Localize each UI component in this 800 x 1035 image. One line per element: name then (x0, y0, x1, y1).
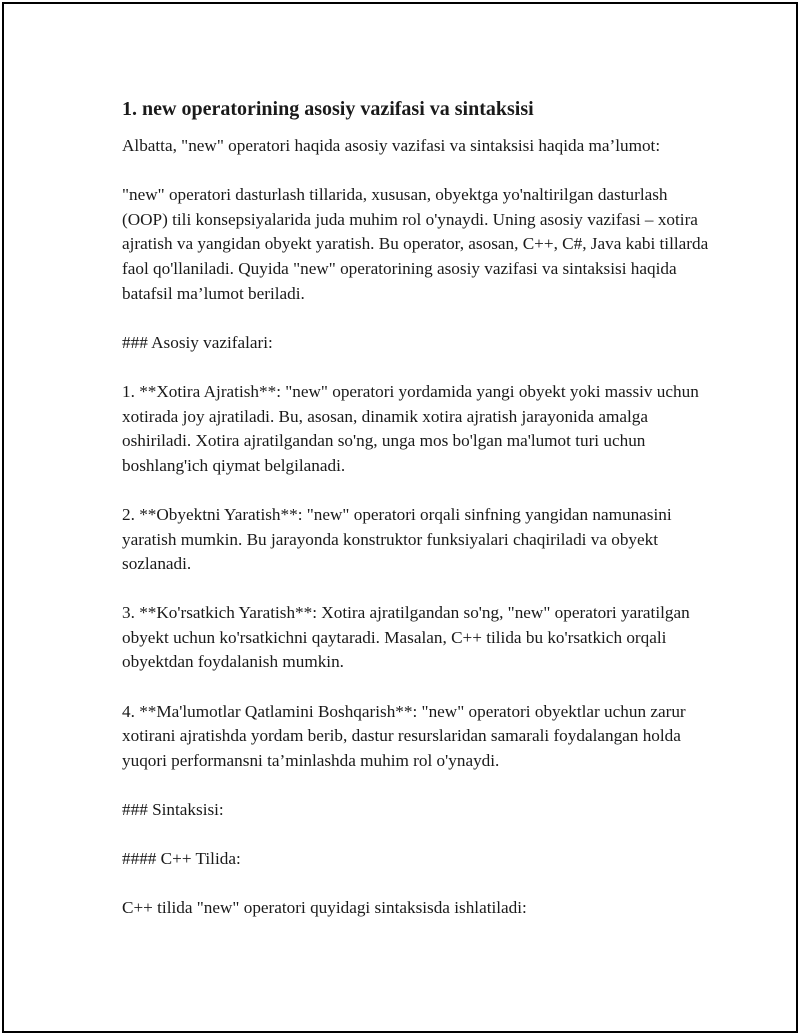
intro-paragraph: Albatta, "new" operatori haqida asosiy vazifasi va sintaksisi haqida ma’lumot: (122, 136, 661, 155)
list-item-data-layer-management: 4. **Ma'lumotlar Qatlamini Boshqarish**: "new" operatori obyektlar uchun zarur xotirani ajratishda yordam berib, dastur resurslaridan samarali foydalangan holda yuqori performansni ta’minlashda muhim rol o'ynaydi. (122, 701, 686, 770)
overview-paragraph: "new" operatori dasturlash tillarida, xususan, obyektga yo'naltirilgan dasturlash (OOP) tili konsepsiyalarida juda muhim rol o'ynaydi. Uning asosiy vazifasi – xotira ajratish va yangidan obyekt yaratish. Bu operator, asosan, C++, C#, Java kabi tillarda faol qo'llaniladi. Quyida "new" operatorining asosiy vazifasi va sintaksisi haqida batafsil ma’lumot beriladi. (122, 185, 709, 303)
subsection-heading-cpp: #### C++ Tilida: (122, 849, 241, 869)
section-heading-syntax: ### Sintaksisi: (122, 800, 224, 820)
list-item-object-creation: 2. **Obyektni Yaratish**: "new" operatori orqali sinfning yangidan namunasini yaratish mumkin. Bu jarayonda konstruktor funksiyalari chaqiriladi va obyekt sozlanadi. (122, 504, 672, 574)
section-heading-main-tasks: ### Asosiy vazifalari: (122, 332, 273, 352)
cpp-syntax-intro: C++ tilida "new" operatori quyidagi sintaksisda ishlatiladi: (122, 898, 527, 918)
document-body (122, 96, 712, 946)
document-title: 1. new operatorining asosiy vazifasi va sintaksisi (122, 98, 534, 120)
list-item-pointer-creation: 3. **Ko'rsatkich Yaratish**: Xotira ajratilgandan so'ng, "new" operatori yaratilgan obyekt uchun ko'rsatkichni qaytaradi. Masalan, C++ tilida bu ko'rsatkich orqali obyektdan foydalanish mumkin. (122, 603, 690, 672)
list-item-memory-allocation: 1. **Xotira Ajratish**: "new" operatori yordamida yangi obyekt yoki massiv uchun xotirada joy ajratiladi. Bu, asosan, dinamik xotira ajratish jarayonida amalga oshiriladi. Xotira ajratilgandan so'ng, unga mos bo'lgan ma'lumot turi uchun boshlang'ich qiymat belgilanadi. (122, 381, 699, 475)
page-frame (2, 2, 798, 1033)
